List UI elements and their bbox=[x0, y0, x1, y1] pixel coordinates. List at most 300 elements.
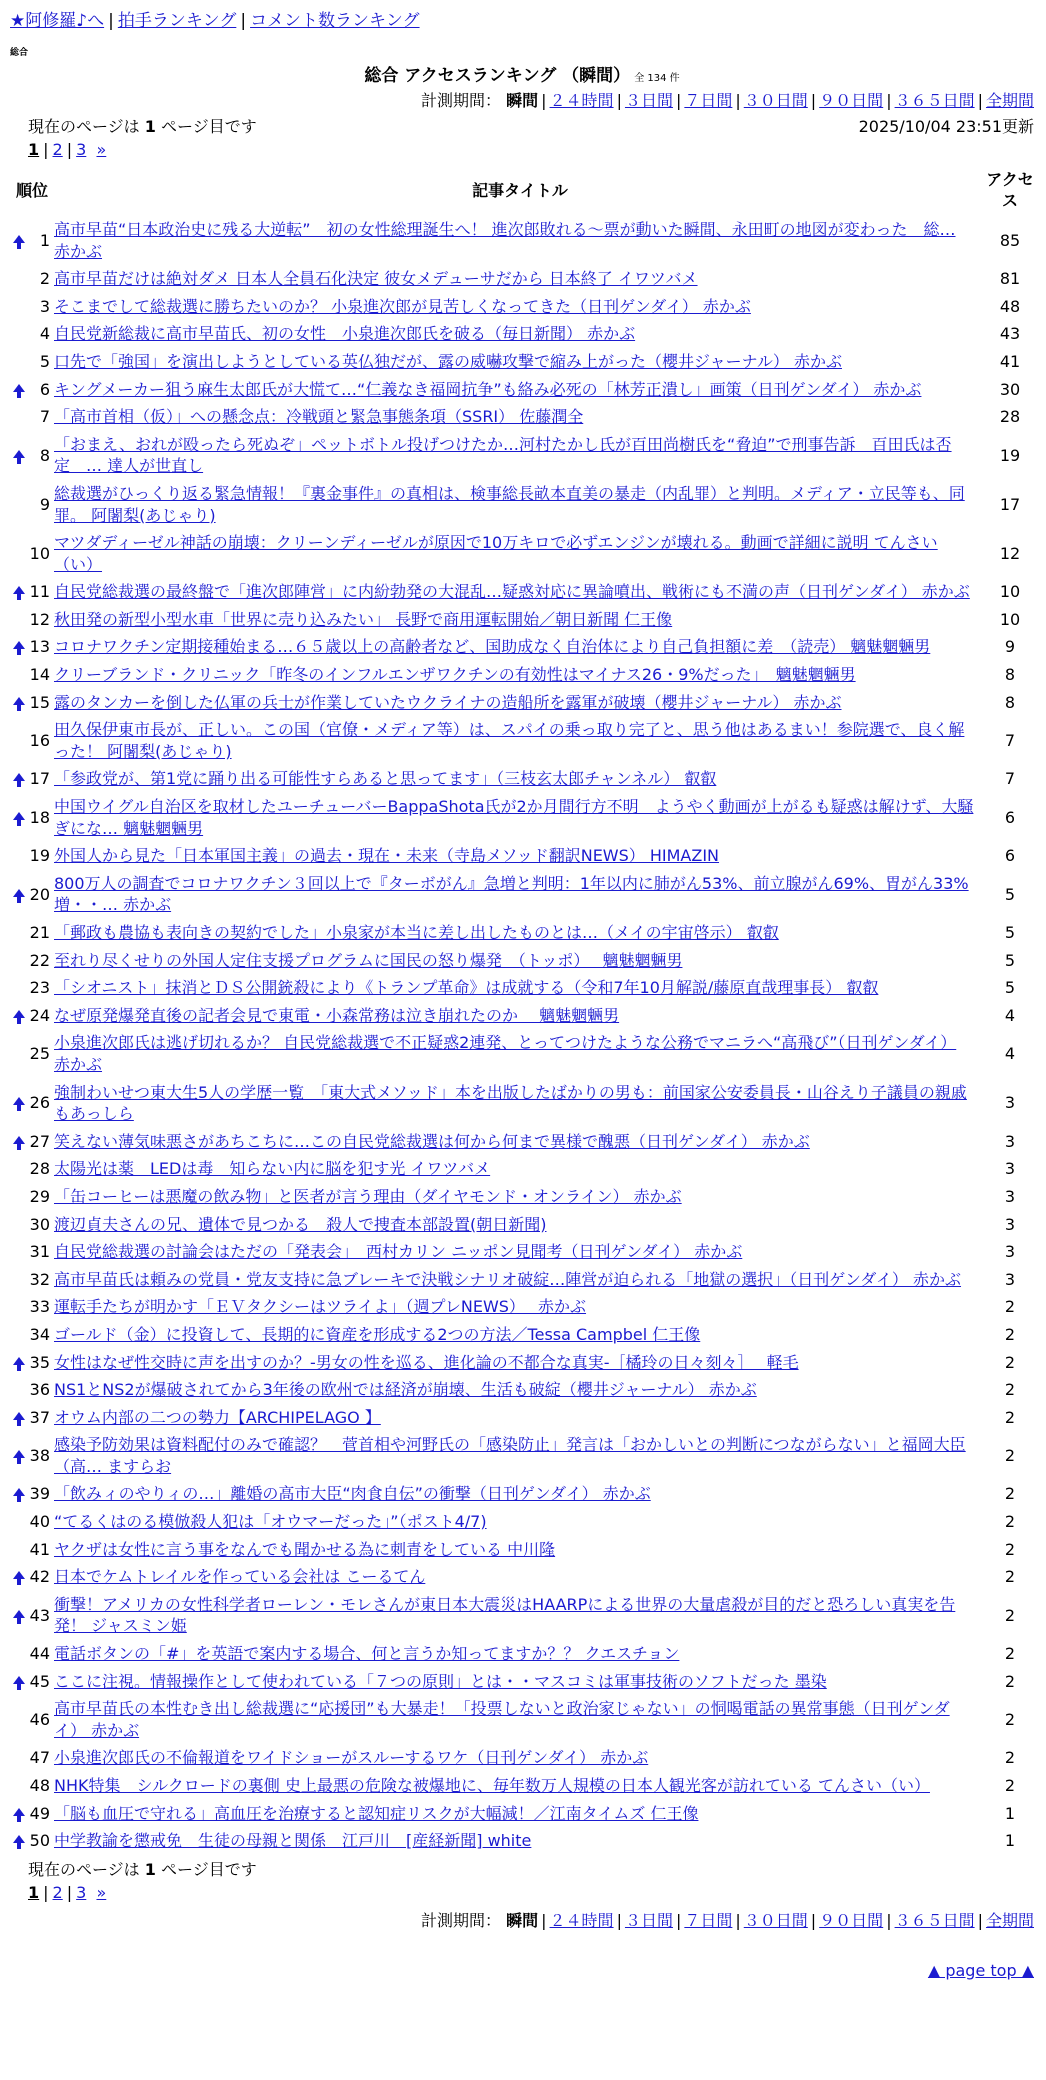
article-link[interactable]: ヤクザは女性に言う事をなんでも聞かせる為に刺青をしている 中川隆 bbox=[54, 1539, 556, 1559]
period-30d[interactable]: ３０日間 bbox=[743, 91, 808, 111]
title-cell bbox=[54, 376, 986, 404]
pager-next[interactable]: » bbox=[96, 1883, 107, 1903]
top-link-applause-ranking[interactable]: 拍手ランキング bbox=[117, 11, 237, 31]
title-cell bbox=[54, 1349, 986, 1377]
table-row bbox=[10, 1508, 1034, 1536]
rank-number: 32 bbox=[29, 1269, 50, 1289]
table-row bbox=[10, 1211, 1034, 1239]
title-cell bbox=[54, 661, 986, 689]
article-link[interactable]: 至れり尽くせりの外国人定住支援プログラムに国民の怒り爆発 （トッポ） 魑魅魍魎男 bbox=[54, 950, 683, 970]
title-cell bbox=[54, 1293, 986, 1321]
page-top-link[interactable]: ▲ page top ▲ bbox=[927, 1960, 1034, 1980]
title-cell bbox=[54, 1591, 986, 1640]
title-cell bbox=[54, 480, 986, 529]
up-arrow-icon bbox=[13, 641, 25, 649]
title-cell bbox=[54, 870, 986, 919]
period-current: 瞬間 bbox=[506, 91, 539, 111]
table-row bbox=[10, 689, 1034, 717]
rank-number: 31 bbox=[29, 1242, 50, 1262]
article-link[interactable]: コロナワクチン定期接種始まる…６５歳以上の高齢者など、国助成なく自治体により自己負担額に差 （読売） 魑魅魍魎男 bbox=[54, 637, 931, 657]
trend-cell bbox=[10, 870, 28, 919]
title-cell bbox=[54, 1431, 986, 1480]
table-row bbox=[10, 919, 1034, 947]
article-link[interactable]: 高市早苗だけは絶対ダメ 日本人全員石化決定 彼女メデューサだから 日本終了 イワツバメ bbox=[54, 269, 698, 289]
table-row bbox=[10, 870, 1034, 919]
access-count: 10 bbox=[999, 609, 1021, 629]
title-cell bbox=[54, 431, 986, 480]
trend-cell bbox=[10, 1321, 28, 1349]
article-link[interactable]: NHK特集 シルクロードの裏側 史上最悪の危険な被爆地に、毎年数万人規模の日本人観光客が訪れている てんさい（い） bbox=[54, 1776, 930, 1796]
rank-number: 13 bbox=[29, 637, 50, 657]
period-90d[interactable]: ９０日間 bbox=[819, 1910, 884, 1930]
title-cell bbox=[54, 793, 986, 842]
trend-cell bbox=[10, 1155, 28, 1183]
title-cell bbox=[54, 1029, 986, 1078]
trend-cell bbox=[10, 974, 28, 1002]
article-link[interactable]: 電話ボタンの「#」を英語で案内する場合、何と言うか知ってますか？？ クエスチョン bbox=[54, 1644, 680, 1664]
period-label: 計測期間： bbox=[421, 91, 502, 111]
access-count: 5 bbox=[1004, 950, 1016, 970]
title-cell bbox=[54, 320, 986, 348]
rank-number: 50 bbox=[29, 1831, 50, 1851]
rank-number: 48 bbox=[29, 1776, 50, 1796]
page-info-row bbox=[28, 116, 1034, 138]
access-count: 5 bbox=[1004, 978, 1016, 998]
access-count: 48 bbox=[999, 296, 1021, 316]
article-link[interactable]: 運転手たちが明かす「ＥＶタクシーはツライよ」（週プレNEWS） 赤かぶ bbox=[54, 1297, 587, 1317]
rank-number: 19 bbox=[29, 846, 50, 866]
rank-number: 40 bbox=[29, 1512, 50, 1532]
trend-cell bbox=[10, 1079, 28, 1128]
article-link[interactable]: 中学教諭を懲戒免 生徒の母親と関係 江戸川 [産経新聞] white bbox=[54, 1831, 532, 1851]
table-row bbox=[10, 293, 1034, 321]
trend-cell bbox=[10, 689, 28, 717]
table-row bbox=[10, 1238, 1034, 1266]
pager-page-3[interactable]: 3 bbox=[76, 1883, 87, 1903]
access-count: 2 bbox=[1004, 1776, 1016, 1796]
table-row bbox=[10, 1772, 1034, 1800]
up-arrow-icon bbox=[13, 1097, 25, 1105]
title-cell bbox=[54, 348, 986, 376]
rank-number: 29 bbox=[29, 1186, 50, 1206]
access-count: 2 bbox=[1004, 1407, 1016, 1427]
article-link[interactable]: なぜ原発爆発直後の記者会見で東電・小森常務は泣き崩れたのか 魑魅魍魎男 bbox=[54, 1005, 620, 1025]
title-cell bbox=[54, 293, 986, 321]
page-info-row-bottom bbox=[28, 1859, 1034, 1881]
up-arrow-icon bbox=[13, 450, 25, 458]
trend-cell bbox=[10, 1238, 28, 1266]
table-row bbox=[10, 842, 1034, 870]
pager-page-2[interactable]: 2 bbox=[52, 140, 63, 160]
access-count: 2 bbox=[1004, 1380, 1016, 1400]
table-row bbox=[10, 716, 1034, 765]
trend-cell bbox=[10, 1431, 28, 1480]
page-info-bottom: 現在のページは 1 ページ目です bbox=[28, 1859, 257, 1879]
rank-number: 27 bbox=[29, 1131, 50, 1151]
table-row bbox=[10, 1079, 1034, 1128]
table-row bbox=[10, 765, 1034, 793]
article-link[interactable]: 「シオニスト」抹消とＤＳ公開銃殺により《トランプ革命》は成就する（令和7年10月解説/藤原直哉理事長） 叡叡 bbox=[54, 978, 879, 998]
title-cell bbox=[54, 919, 986, 947]
ranking-title bbox=[10, 65, 1034, 88]
up-arrow-icon bbox=[13, 384, 25, 392]
article-link[interactable]: ゴールド（金）に投資して、長期的に資産を形成する2つの方法／Tessa Campbel 仁王像 bbox=[54, 1324, 701, 1344]
title-cell bbox=[54, 1376, 986, 1404]
title-cell bbox=[54, 1695, 986, 1744]
rank-number: 30 bbox=[29, 1214, 50, 1234]
access-count: 2 bbox=[1004, 1567, 1016, 1587]
trend-cell bbox=[10, 1827, 28, 1855]
rank-number: 46 bbox=[29, 1710, 50, 1730]
up-arrow-icon bbox=[13, 773, 25, 781]
table-row bbox=[10, 376, 1034, 404]
table-row bbox=[10, 633, 1034, 661]
table-row bbox=[10, 606, 1034, 634]
title-cell bbox=[54, 606, 986, 634]
article-link[interactable]: 「飲みィのやりィの…」離婚の高市大臣“肉食自伝”の衝撃（日刊ゲンダイ） 赤かぶ bbox=[54, 1484, 651, 1504]
period-90d[interactable]: ９０日間 bbox=[819, 91, 884, 111]
up-arrow-icon bbox=[13, 235, 25, 243]
access-count: 12 bbox=[999, 543, 1021, 563]
up-arrow-icon bbox=[13, 697, 25, 705]
table-row bbox=[10, 1404, 1034, 1432]
top-link-asyura[interactable]: ★阿修羅♪へ bbox=[10, 11, 105, 31]
rank-number: 34 bbox=[29, 1324, 50, 1344]
trend-cell bbox=[10, 1563, 28, 1591]
trend-cell bbox=[10, 606, 28, 634]
trend-cell bbox=[10, 403, 28, 431]
article-link[interactable]: ここに注視。情報操作として使われている「７つの原則」とは・・マスコミは軍事技術のソフトだった 墨染 bbox=[54, 1671, 827, 1691]
table-row bbox=[10, 265, 1034, 293]
trend-cell bbox=[10, 633, 28, 661]
rank-number: 21 bbox=[29, 923, 50, 943]
rank-number: 23 bbox=[29, 978, 50, 998]
trend-cell bbox=[10, 1376, 28, 1404]
table-row bbox=[10, 1155, 1034, 1183]
access-count: 2 bbox=[1004, 1710, 1016, 1730]
article-link[interactable]: 露のタンカーを倒した仏軍の兵士が作業していたウクライナの造船所を露軍が破壊（櫻井ジャーナル） 赤かぶ bbox=[54, 692, 842, 712]
separator: | bbox=[108, 11, 114, 31]
article-link[interactable]: 感染予防効果は資料配付のみで確認？ 菅首相や河野氏の「感染防止」発言は「おかしいとの判断につながらない」と福岡大臣（高… ますらお bbox=[54, 1435, 966, 1476]
table-row bbox=[10, 1002, 1034, 1030]
rank-number: 16 bbox=[29, 731, 50, 751]
access-count: 2 bbox=[1004, 1644, 1016, 1664]
access-count: 2 bbox=[1004, 1297, 1016, 1317]
rank-number: 9 bbox=[39, 494, 50, 514]
article-link[interactable]: NS1とNS2が爆破されてから3年後の欧州では経済が崩壊、生活も破綻（櫻井ジャーナル） 赤かぶ bbox=[54, 1380, 757, 1400]
updated-time: 2025/10/04 23:51更新 bbox=[858, 116, 1034, 136]
article-link[interactable]: そこまでして総裁選に勝ちたいのか？ 小泉進次郎が見苦しくなってきた（日刊ゲンダイ） 赤かぶ bbox=[54, 296, 751, 316]
article-link[interactable]: 日本でケムトレイルを作っている会社は こーるてん bbox=[54, 1567, 426, 1587]
access-count: 3 bbox=[1004, 1159, 1016, 1179]
rank-number: 10 bbox=[29, 543, 50, 563]
article-link[interactable]: クリーブランド・クリニック「昨冬のインフルエンザワクチンの有効性はマイナス26・9%だった」 魑魅魍魎男 bbox=[54, 665, 856, 685]
table-row bbox=[10, 1029, 1034, 1078]
up-arrow-icon bbox=[13, 812, 25, 820]
top-link-comment-ranking[interactable]: コメント数ランキング bbox=[250, 11, 420, 31]
article-link[interactable]: 太陽光は薬 LEDは毒 知らない内に脳を犯す光 イワツバメ bbox=[54, 1159, 491, 1179]
ranking-title-text: 総合 アクセスランキング （瞬間） bbox=[364, 66, 631, 87]
trend-cell bbox=[10, 1744, 28, 1772]
trend-cell bbox=[10, 1480, 28, 1508]
trend-cell bbox=[10, 431, 28, 480]
table-row bbox=[10, 947, 1034, 975]
article-link[interactable]: 小泉進次郎氏は逃げ切れるか？ 自民党総裁選で不正疑惑2連発、とってつけたような公務でマニラへ“高飛び”（日刊ゲンダイ） 赤かぶ bbox=[54, 1033, 957, 1074]
rank-number: 38 bbox=[29, 1446, 50, 1466]
trend-cell bbox=[10, 1293, 28, 1321]
trend-cell bbox=[10, 1128, 28, 1156]
trend-cell bbox=[10, 1183, 28, 1211]
period-current: 瞬間 bbox=[506, 1910, 539, 1930]
rank-number: 12 bbox=[29, 609, 50, 629]
table-row bbox=[10, 320, 1034, 348]
article-link[interactable]: マツダディーゼル神話の崩壊：クリーンディーゼルが原因で10万キロで必ずエンジンが壊れる。動画で詳細に説明 てんさい（い） bbox=[54, 533, 938, 574]
access-count: 2 bbox=[1004, 1484, 1016, 1504]
pager-current: 1 bbox=[28, 1883, 40, 1903]
table-header-row bbox=[10, 165, 1034, 216]
rank-number: 15 bbox=[29, 692, 50, 712]
access-count: 3 bbox=[1004, 1093, 1016, 1113]
trend-cell bbox=[10, 1349, 28, 1377]
trend-cell bbox=[10, 1772, 28, 1800]
article-link[interactable]: 「缶コーヒーは悪魔の飲み物」と医者が言う理由（ダイヤモンド・オンライン） 赤かぶ bbox=[54, 1186, 682, 1206]
period-3d[interactable]: ３日間 bbox=[624, 1910, 673, 1930]
access-count: 2 bbox=[1004, 1446, 1016, 1466]
title-cell bbox=[54, 1744, 986, 1772]
title-cell bbox=[54, 633, 986, 661]
rank-number: 26 bbox=[29, 1093, 50, 1113]
access-count: 6 bbox=[1004, 846, 1016, 866]
access-count: 7 bbox=[1004, 731, 1016, 751]
table-row bbox=[10, 348, 1034, 376]
table-row bbox=[10, 1293, 1034, 1321]
period-24h[interactable]: ２４時間 bbox=[549, 91, 614, 111]
period-365d[interactable]: ３６５日間 bbox=[894, 91, 975, 111]
header-rank: 順位 bbox=[15, 180, 48, 200]
access-count: 41 bbox=[999, 351, 1021, 371]
up-arrow-icon bbox=[13, 1488, 25, 1496]
article-link[interactable]: 高市早苗氏は頼みの党員・党友支持に急ブレーキで決戦シナリオ破綻…陣営が迫られる「地獄の選択」（日刊ゲンダイ） 赤かぶ bbox=[54, 1269, 962, 1289]
up-arrow-icon bbox=[13, 1010, 25, 1018]
access-count: 81 bbox=[999, 269, 1021, 289]
article-link[interactable]: 自民党新総裁に高市早苗氏、初の女性 小泉進次郎氏を破る（毎日新聞） 赤かぶ bbox=[54, 324, 636, 344]
title-cell bbox=[54, 1640, 986, 1668]
access-count: 10 bbox=[999, 582, 1021, 602]
access-count: 2 bbox=[1004, 1671, 1016, 1691]
article-link[interactable]: 田久保伊東市長が、正しい。この国（官僚・メディア等）は、スパイの乗っ取り完了と、思う他はあるまい！参院選で、良く解った！ 阿闍梨(あじゃり) bbox=[54, 720, 965, 761]
page-info: 現在のページは 1 ページ目です bbox=[28, 116, 257, 136]
title-cell bbox=[54, 1238, 986, 1266]
trend-cell bbox=[10, 947, 28, 975]
access-count: 2 bbox=[1004, 1748, 1016, 1768]
article-link[interactable]: 「脳も血圧で守れる」高血圧を治療すると認知症リスクが大幅減！／江南タイムズ 仁王像 bbox=[54, 1803, 699, 1823]
pager-next[interactable]: » bbox=[96, 140, 107, 160]
trend-cell bbox=[10, 1668, 28, 1696]
title-cell bbox=[54, 842, 986, 870]
period-7d[interactable]: ７日間 bbox=[684, 1910, 733, 1930]
trend-cell bbox=[10, 842, 28, 870]
trend-cell bbox=[10, 1640, 28, 1668]
trend-cell bbox=[10, 1266, 28, 1294]
period-30d[interactable]: ３０日間 bbox=[743, 1910, 808, 1930]
article-link[interactable]: 秋田発の新型小型水車「世界に売り込みたい」 長野で商用運転開始／朝日新聞 仁王像 bbox=[54, 609, 673, 629]
title-cell bbox=[54, 1128, 986, 1156]
table-row bbox=[10, 1827, 1034, 1855]
rank-number: 42 bbox=[29, 1567, 50, 1587]
article-link[interactable]: オウム内部の二つの勢力【ARCHIPELAGO 】 bbox=[54, 1407, 381, 1427]
article-link[interactable]: 口先で「強国」を演出しようとしている英仏独だが、露の威嚇攻撃で縮み上がった（櫻井ジャーナル） 赤かぶ bbox=[54, 351, 842, 371]
access-count: 19 bbox=[999, 445, 1021, 465]
title-cell bbox=[54, 1536, 986, 1564]
up-arrow-icon bbox=[13, 1136, 25, 1144]
period-7d[interactable]: ７日間 bbox=[684, 91, 733, 111]
table-row bbox=[10, 1376, 1034, 1404]
article-link[interactable]: 女性はなぜ性交時に声を出すのか？-男女の性を巡る、進化論の不都合な真実-［橘玲の日々刻々］ 軽毛 bbox=[54, 1352, 799, 1372]
up-arrow-icon bbox=[13, 1835, 25, 1843]
title-cell bbox=[54, 1079, 986, 1128]
article-link[interactable]: 自民党総裁選の討論会はただの「発表会」 西村カリン ニッポン見聞考（日刊ゲンダイ） 赤かぶ bbox=[54, 1242, 743, 1262]
article-link[interactable]: 自民党総裁選の最終盤で「進次郎陣営」に内紛勃発の大混乱…疑惑対応に異論噴出、戦術にも不満の声（日刊ゲンダイ） 赤かぶ bbox=[54, 582, 970, 602]
article-link[interactable]: 高市早苗“日本政治史に残る大逆転” 初の女性総理誕生へ！ 進次郎敗れる～票が動いた瞬間、永田町の地図が変わった 総… 赤かぶ bbox=[54, 219, 956, 261]
article-link[interactable]: 「おまえ、おれが殴ったら死ぬぞ」ペットボトル投げつけたか…河村たかし氏が百田尚樹氏を“脅迫”で刑事告訴 百田氏は否定 … 達人が世直し bbox=[54, 434, 952, 476]
trend-cell bbox=[10, 661, 28, 689]
title-cell bbox=[54, 1827, 986, 1855]
rank-number: 6 bbox=[39, 379, 50, 399]
up-arrow-icon bbox=[13, 889, 25, 897]
article-link[interactable]: 「参政党が、第1党に踊り出る可能性すらあると思ってます」（三枝玄太郎チャンネル） 叡叡 bbox=[54, 769, 717, 789]
rank-number: 37 bbox=[29, 1407, 50, 1427]
access-count: 5 bbox=[1004, 923, 1016, 943]
article-link[interactable]: 中国ウイグル自治区を取材したユーチューバーBappaShota氏が2か月間行方不明 ようやく動画が上がるも疑惑は解けず、大騒ぎにな… 魑魅魍魎男 bbox=[54, 797, 974, 838]
title-cell bbox=[54, 578, 986, 606]
rank-number: 39 bbox=[29, 1484, 50, 1504]
article-link[interactable]: 渡辺貞夫さんの兄、遺体で見つかる 殺人で捜査本部設置(朝日新聞) bbox=[54, 1214, 547, 1234]
period-365d[interactable]: ３６５日間 bbox=[894, 1910, 975, 1930]
period-all[interactable]: 全期間 bbox=[985, 91, 1034, 111]
article-link[interactable]: 外国人から見た「日本軍国主義」の過去・現在・未来（寺島メソッド翻訳NEWS） HIMAZIN bbox=[54, 846, 720, 866]
up-arrow-icon bbox=[13, 1808, 25, 1816]
trend-cell bbox=[10, 265, 28, 293]
table-row bbox=[10, 1431, 1034, 1480]
access-count: 4 bbox=[1004, 1005, 1016, 1025]
ranking-body bbox=[10, 216, 1034, 1855]
period-selector-bottom: 計測期間： 瞬間 | ２４時間 | ３日間 | ７日間 | ３０日間 | ９０日間 | ３６５日間 | 全期間 bbox=[421, 1910, 1034, 1930]
title-cell bbox=[54, 265, 986, 293]
access-count: 3 bbox=[1004, 1186, 1016, 1206]
access-count: 1 bbox=[1004, 1803, 1016, 1823]
rank-number: 1 bbox=[39, 230, 50, 250]
trend-cell bbox=[10, 480, 28, 529]
rank-number: 36 bbox=[29, 1380, 50, 1400]
top-nav bbox=[10, 10, 1034, 33]
trend-cell bbox=[10, 1002, 28, 1030]
trend-cell bbox=[10, 348, 28, 376]
trend-cell bbox=[10, 793, 28, 842]
access-count: 17 bbox=[999, 494, 1021, 514]
rank-number: 49 bbox=[29, 1803, 50, 1823]
rank-number: 25 bbox=[29, 1044, 50, 1064]
rank-number: 45 bbox=[29, 1671, 50, 1691]
title-cell bbox=[54, 1404, 986, 1432]
pager-current: 1 bbox=[28, 140, 40, 160]
period-24h[interactable]: ２４時間 bbox=[549, 1910, 614, 1930]
access-count: 28 bbox=[999, 407, 1021, 427]
rank-number: 43 bbox=[29, 1605, 50, 1625]
rank-number: 22 bbox=[29, 950, 50, 970]
article-link[interactable]: “てるくはのる模倣殺人犯は「オウマーだった」”（ポスト4/7) bbox=[54, 1512, 487, 1532]
access-count: 2 bbox=[1004, 1605, 1016, 1625]
trend-cell bbox=[10, 1211, 28, 1239]
trend-cell bbox=[10, 716, 28, 765]
period-label: 計測期間： bbox=[421, 1910, 502, 1930]
access-count: 6 bbox=[1004, 807, 1016, 827]
trend-cell bbox=[10, 376, 28, 404]
trend-cell bbox=[10, 919, 28, 947]
header-access: アクセス bbox=[986, 169, 1034, 211]
table-row bbox=[10, 1563, 1034, 1591]
pager-bottom: 1 | 2 | 3 » bbox=[28, 1883, 107, 1903]
up-arrow-icon bbox=[13, 1571, 25, 1579]
trend-cell bbox=[10, 293, 28, 321]
access-count: 7 bbox=[1004, 769, 1016, 789]
title-cell bbox=[54, 1772, 986, 1800]
pager-page-2[interactable]: 2 bbox=[52, 1883, 63, 1903]
title-cell bbox=[54, 1155, 986, 1183]
title-cell bbox=[54, 1321, 986, 1349]
rank-number: 18 bbox=[29, 807, 50, 827]
article-link[interactable]: キングメーカー狙う麻生太郎氏が大慌て…“仁義なき福岡抗争”も絡み必死の「林芳正潰し」画策（日刊ゲンダイ） 赤かぶ bbox=[54, 379, 922, 399]
trend-cell bbox=[10, 1695, 28, 1744]
article-link[interactable]: 衝撃！アメリカの女性科学者ローレン・モレさんが東日本大震災はHAARPによる世界の大量虐殺が目的だと恐ろしい真実を告発！ ジャスミン姫 bbox=[54, 1594, 956, 1636]
article-link[interactable]: 「郵政も農協も表向きの契約でした」小泉家が本当に差し出したものとは…（メイの宇宙啓示） 叡叡 bbox=[54, 923, 779, 943]
access-count: 2 bbox=[1004, 1512, 1016, 1532]
rank-number: 5 bbox=[39, 351, 50, 371]
rank-number: 47 bbox=[29, 1748, 50, 1768]
rank-number: 44 bbox=[29, 1644, 50, 1664]
pager-page-3[interactable]: 3 bbox=[76, 140, 87, 160]
trend-cell bbox=[10, 216, 28, 265]
access-count: 85 bbox=[999, 230, 1021, 250]
article-link[interactable]: 強制わいせつ東大生5人の学歴一覧 「東大式メソッド」本を出版したばかりの男も：前国家公安委員長・山谷えり子議員の親戚もあっしら bbox=[54, 1082, 967, 1124]
access-count: 9 bbox=[1004, 637, 1016, 657]
article-link[interactable]: 高市早苗氏の本性むき出し総裁選に“応援団”も大暴走！「投票しないと政治家じゃない」の恫喝電話の異常事態（日刊ゲンダイ） 赤かぶ bbox=[54, 1699, 950, 1740]
period-3d[interactable]: ３日間 bbox=[624, 91, 673, 111]
article-link[interactable]: 800万人の調査でコロナワクチン３回以上で『ターボがん』急増と判明：1年以内に肺がん53%、前立腺がん69%、胃がん33%増・・… 赤かぶ bbox=[54, 873, 969, 915]
article-link[interactable]: 小泉進次郎氏の不倫報道をワイドショーがスルーするワケ（日刊ゲンダイ） 赤かぶ bbox=[54, 1748, 649, 1768]
title-cell bbox=[54, 765, 986, 793]
rank-number: 41 bbox=[29, 1539, 50, 1559]
access-count: 4 bbox=[1004, 1044, 1016, 1064]
article-link[interactable]: 「高市首相（仮）」への懸念点：冷戦頭と緊急事態条項（SSRI） 佐藤潤全 bbox=[54, 407, 584, 427]
trend-cell bbox=[10, 578, 28, 606]
period-all[interactable]: 全期間 bbox=[985, 1910, 1034, 1930]
table-row bbox=[10, 403, 1034, 431]
access-count: 2 bbox=[1004, 1352, 1016, 1372]
rank-number: 3 bbox=[39, 296, 50, 316]
trend-cell bbox=[10, 765, 28, 793]
ranking-table bbox=[10, 165, 1034, 1855]
table-row bbox=[10, 793, 1034, 842]
table-row bbox=[10, 1536, 1034, 1564]
access-count: 2 bbox=[1004, 1539, 1016, 1559]
article-link[interactable]: 総裁選がひっくり返る緊急情報！『裏金事件』の真相は、検事総長畝本直美の暴走（内乱罪）と判明。メディア・立民等も、同罪。 阿闍梨(あじゃり) bbox=[54, 483, 965, 525]
table-row bbox=[10, 529, 1034, 578]
table-row bbox=[10, 480, 1034, 529]
title-cell bbox=[54, 216, 986, 265]
rank-number: 20 bbox=[29, 884, 50, 904]
article-link[interactable]: 笑えない薄気味悪さがあちこちに…この自民党総裁選は何から何まで異様で醜悪（日刊ゲンダイ） 赤かぶ bbox=[54, 1131, 810, 1151]
table-row bbox=[10, 1183, 1034, 1211]
